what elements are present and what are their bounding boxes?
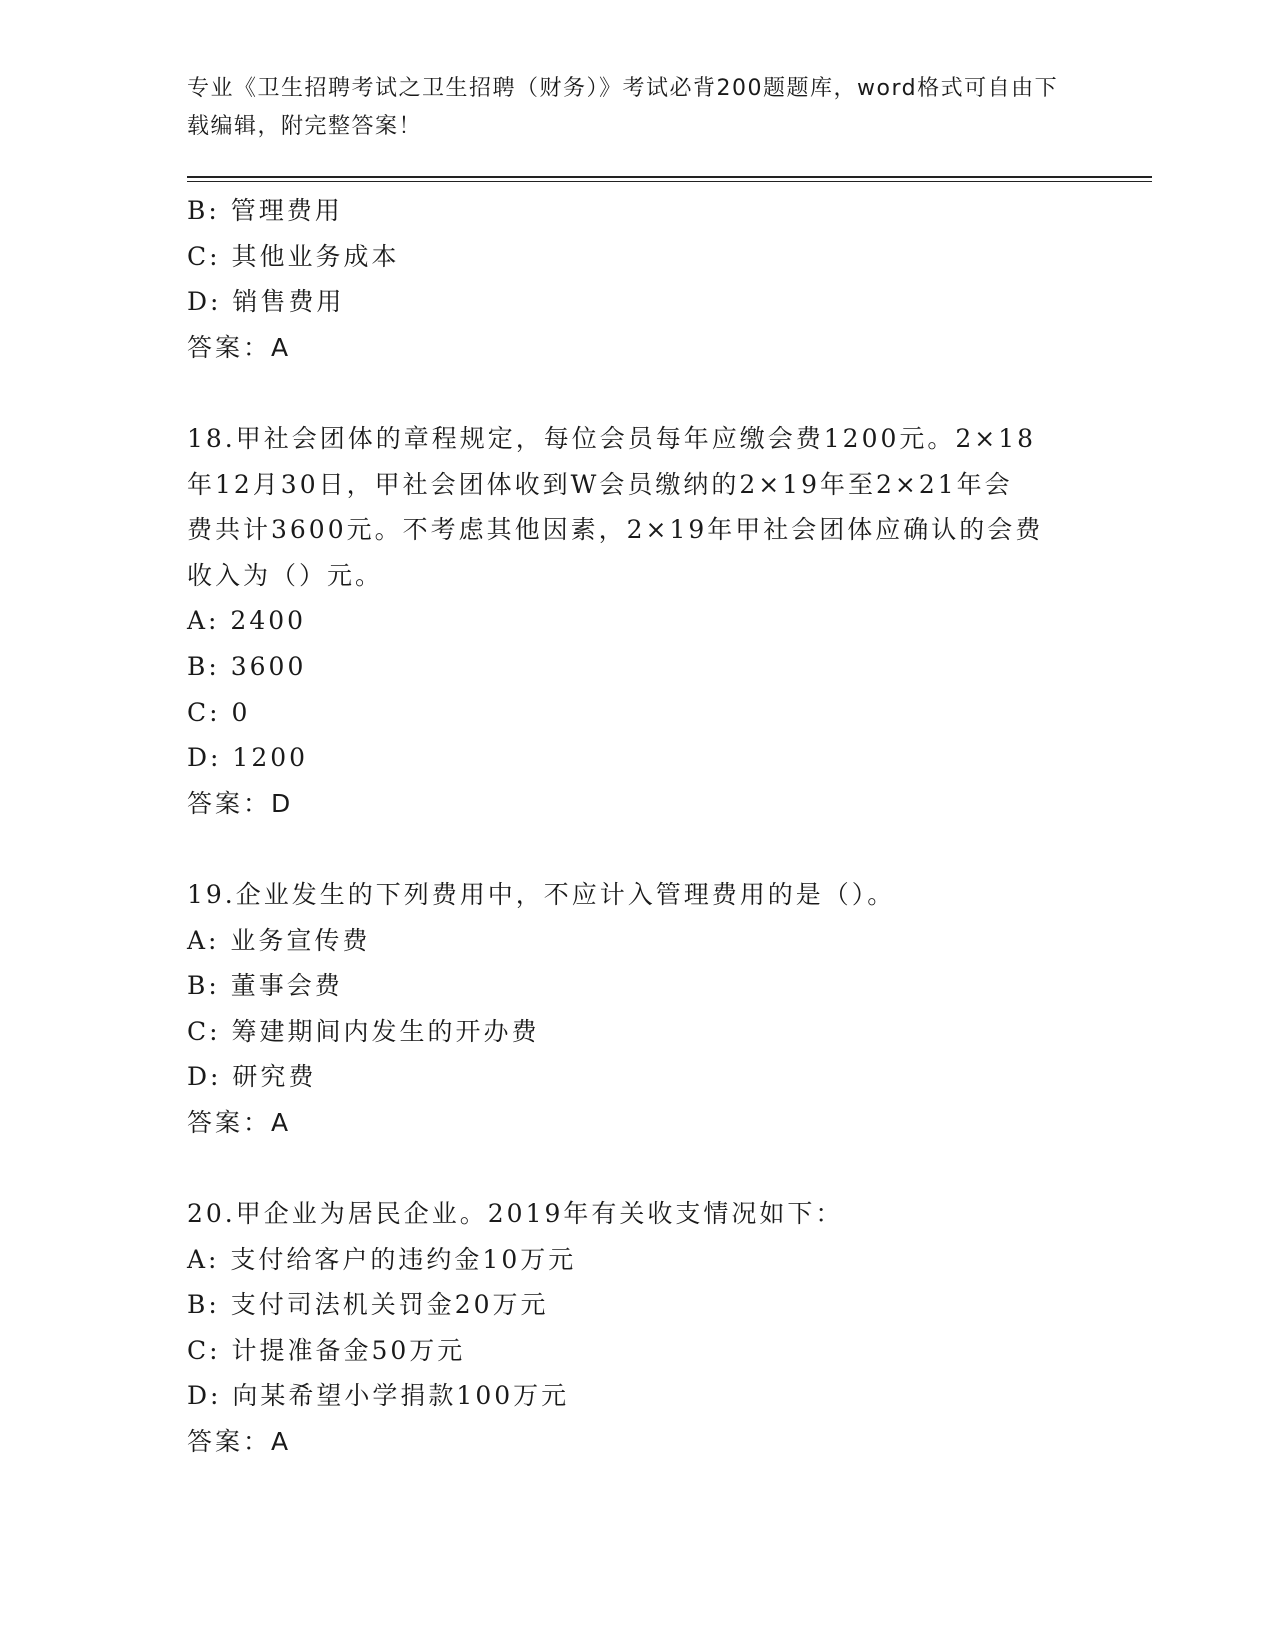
option-c: C: 筹建期间内发生的开办费	[187, 1016, 540, 1046]
question-stem-line: 费共计3600元。不考虑其他因素，2×19年甲社会团体应确认的会费	[187, 515, 1044, 545]
previous-question-tail	[187, 188, 1067, 370]
answer-line: 答案：A	[187, 1107, 292, 1137]
option-b: B: 支付司法机关罚金20万元	[187, 1290, 549, 1320]
option-d: D: 销售费用	[187, 287, 345, 317]
option-c: C: 0	[187, 697, 251, 727]
document-header: 专业《卫生招聘考试之卫生招聘（财务）》考试必背200题题库，word格式可自由下载编辑，附完整答案！	[187, 76, 1059, 139]
option-a: A: 2400	[187, 606, 307, 636]
option-a: A: 业务宣传费	[187, 925, 371, 955]
answer-line: 答案：D	[187, 788, 294, 818]
option-b: B: 3600	[187, 651, 307, 681]
option-c: C: 其他业务成本	[187, 241, 400, 271]
option-b: B: 董事会费	[187, 971, 343, 1001]
question-stem-line: 18.甲社会团体的章程规定，每位会员每年应缴会费1200元。2×18	[187, 423, 1037, 453]
option-c: C: 计提准备金50万元	[187, 1335, 466, 1365]
question-list	[187, 188, 1067, 1465]
header-divider	[187, 176, 1152, 178]
question-19	[187, 872, 1067, 1146]
header-divider-thin	[187, 181, 1152, 182]
answer-line: 答案：A	[187, 332, 292, 362]
option-b: B: 管理费用	[187, 196, 343, 225]
option-d: D: 向某希望小学捐款100万元	[187, 1381, 570, 1411]
question-stem-line: 年12月30日，甲社会团体收到W会员缴纳的2×19年至2×21年会	[187, 469, 1013, 499]
question-stem: 20.甲企业为居民企业。2019年有关收支情况如下：	[187, 1199, 844, 1229]
question-stem-line: 收入为（）元。	[187, 560, 384, 590]
answer-line: 答案：A	[187, 1427, 292, 1457]
option-d: D: 1200	[187, 743, 309, 773]
question-18	[187, 416, 1067, 826]
option-d: D: 研究费	[187, 1062, 317, 1092]
question-stem: 19.企业发生的下列费用中，不应计入管理费用的是（）。	[187, 879, 896, 909]
question-20	[187, 1191, 1067, 1465]
option-a: A: 支付给客户的违约金10万元	[187, 1244, 577, 1274]
